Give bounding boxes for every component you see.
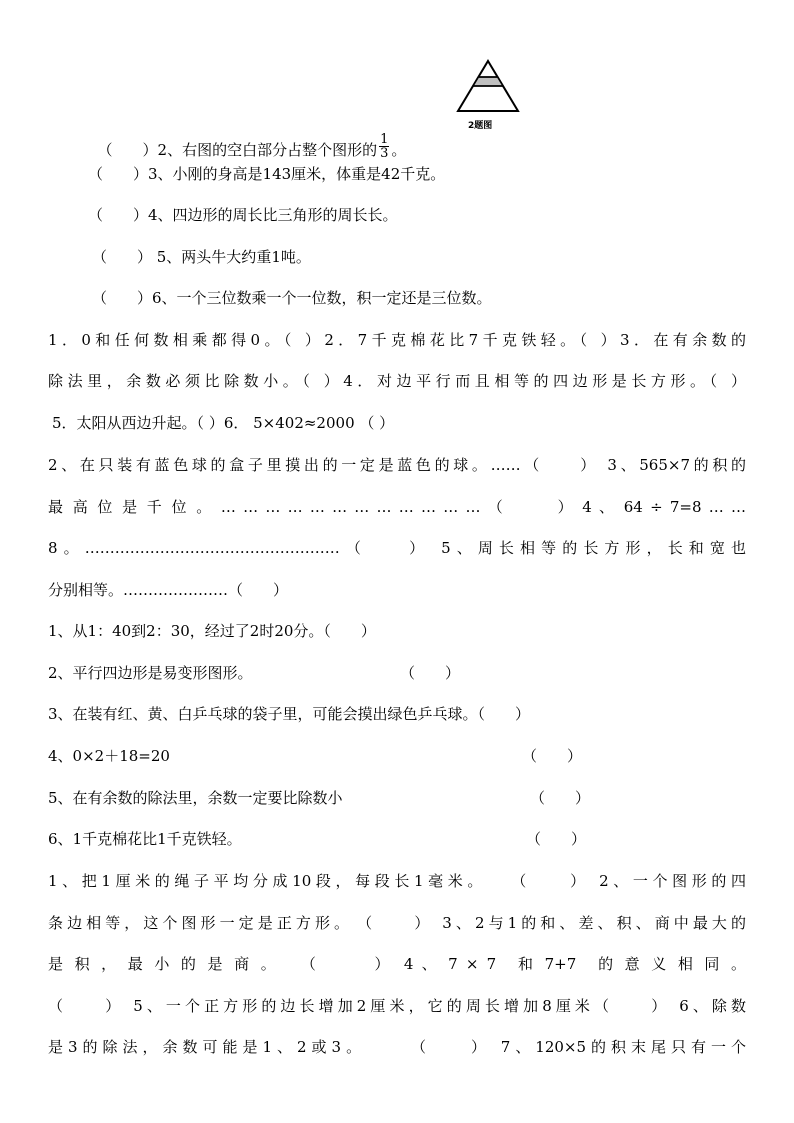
paragraph-line: 是3的除法，余数可能是1、2或3。 （ ） 7、120×5的积末尾只有一个 bbox=[48, 1038, 746, 1056]
answer-blank: （ ） bbox=[400, 664, 461, 682]
judgment-item-s4-5: 5、在有余数的除法里，余数一定要比除数小 bbox=[48, 789, 343, 807]
judgment-item-6: （ ）6、一个三位数乘一个一位数，积一定还是三位数。 bbox=[92, 289, 492, 307]
paragraph-line: 是 积 ， 最 小 的 是 商 。 （ ） 4 、 7 × 7 和 7+7 的 意 义 相 同 。 bbox=[48, 955, 746, 973]
item-text-end: 。 bbox=[391, 141, 407, 159]
judgment-item-5: （ ） 5、两头牛大约重1吨。 bbox=[92, 248, 311, 266]
judgment-item-2 bbox=[88, 120, 407, 161]
triangle-shaded-band bbox=[473, 77, 503, 86]
paragraph-line: 条边相等，这个图形一定是正方形。 （ ） 3、2与1的和、差、积、商中最大的 bbox=[48, 914, 746, 932]
fraction-one-third bbox=[379, 133, 389, 160]
judgment-item-s4-4: 4、0×2＋18=20 bbox=[48, 747, 170, 765]
fraction-denominator: 3 bbox=[380, 145, 389, 161]
paragraph-line: 2、在只装有蓝色球的盒子里摸出的一定是蓝色的球。……（ ） 3、565×7的积的 bbox=[48, 456, 746, 474]
paragraph-line: 5．太阳从西边升起。（ ）6． 5×402≈2000 （ ） bbox=[52, 414, 395, 432]
judgment-item-s4-3: 3、在装有红、黄、白乒乓球的袋子里，可能会摸出绿色乒乓球。（ ） bbox=[48, 705, 531, 723]
figure-caption: 2题图 bbox=[468, 121, 493, 131]
judgment-item-4: （ ）4、四边形的周长比三角形的周长长。 bbox=[88, 206, 398, 224]
judgment-item-s4-6: 6、1千克棉花比1千克铁轻。 bbox=[48, 830, 242, 848]
paragraph-line: 最 高 位 是 千 位 。 … … … … … … … … … … … … （ ） 4 、 64 ÷ 7=8 … … bbox=[48, 498, 746, 516]
judgment-item-3: （ ）3、小刚的身高是143厘米，体重是42千克。 bbox=[88, 165, 446, 183]
paragraph-line: 1．0和任何数相乘都得0。（ ）2．7千克棉花比7千克铁轻。（ ）3．在有余数的 bbox=[48, 331, 746, 349]
paragraph-line: 除法里，余数必须比除数小。（ ）4．对边平行而且相等的四边形是长方形。（ ） bbox=[48, 372, 746, 390]
answer-blank: （ ） bbox=[526, 830, 587, 848]
answer-blank: （ ） bbox=[522, 747, 583, 765]
fraction-numerator: 1 bbox=[380, 131, 389, 147]
judgment-item-s4-1: 1、从1：40到2：30，经过了2时20分。（ ） bbox=[48, 622, 376, 640]
paragraph-line: 分别相等。…………………（ ） bbox=[48, 581, 289, 599]
paragraph-line: （ ） 5、一个正方形的边长增加2厘米，它的周长增加8厘米（ ） 6、除数 bbox=[48, 997, 746, 1015]
judgment-item-s4-2: 2、平行四边形是易变形图形。 bbox=[48, 664, 253, 682]
item-text: （ ）2、右图的空白部分占整个图形的 bbox=[97, 141, 378, 159]
answer-blank: （ ） bbox=[530, 789, 591, 807]
paragraph-line: 8。……………………………………………（ ） 5、周长相等的长方形，长和宽也 bbox=[48, 539, 746, 557]
paragraph-line: 1、把1厘米的绳子平均分成10段，每段长1毫米。 （ ） 2、一个图形的四 bbox=[48, 872, 746, 890]
